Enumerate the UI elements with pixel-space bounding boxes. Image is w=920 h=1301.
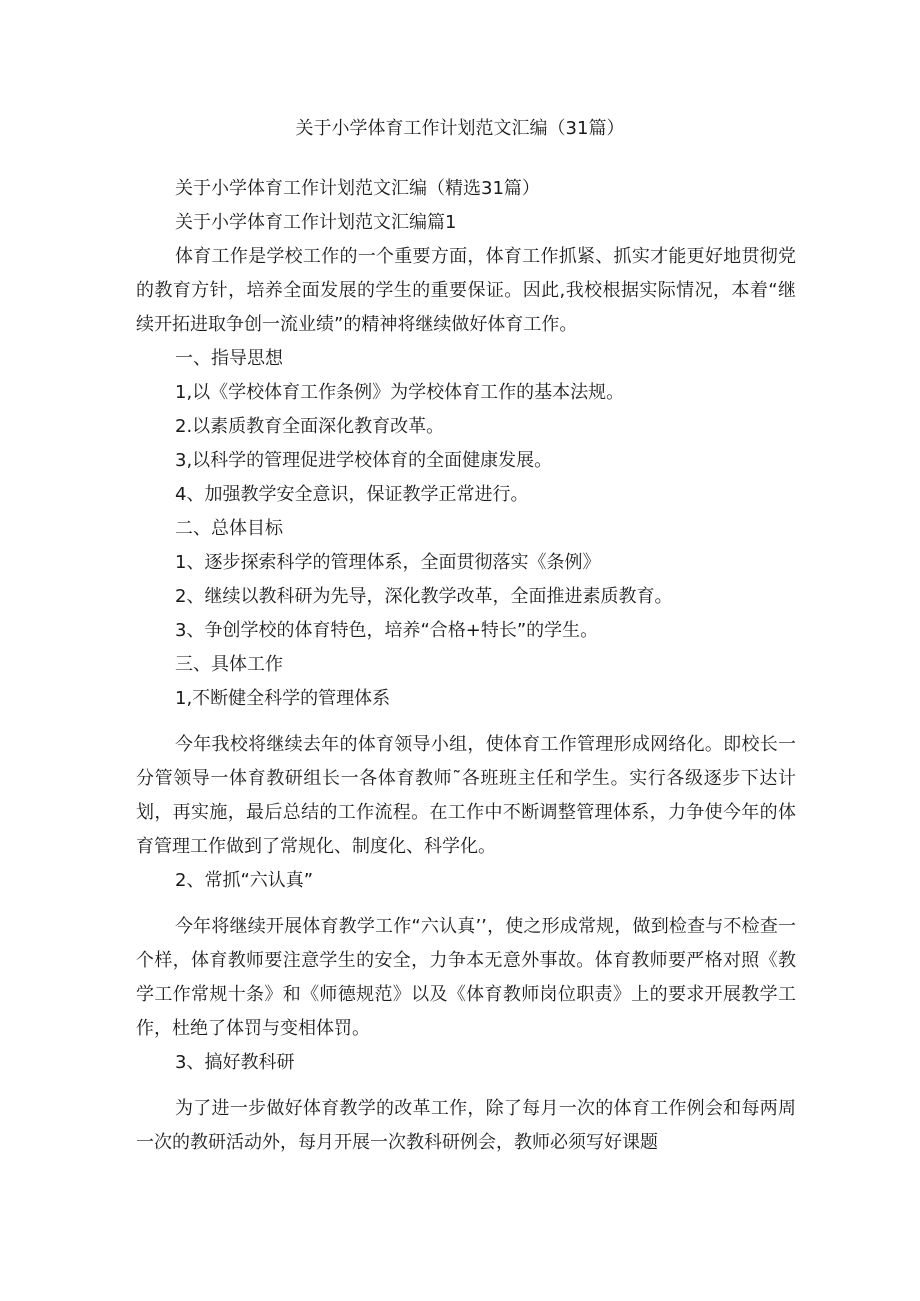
sub3-heading: 3、搞好教科研 xyxy=(175,1052,295,1073)
intro-paragraph: 体育工作是学校工作的一个重要方面，体育工作抓紧、抓实才能更好地贯彻党的教育方针，培养全面发展的学生的重要保证。因此,我校根据实际情况，本着“继续开拓进取争创一流业绩”的精神将继续做好体育工作。 xyxy=(136,246,796,335)
part1-heading: 一、指导思想 xyxy=(175,348,283,369)
document-subtitle: 关于小学体育工作计划范文汇编（精选31篇） xyxy=(175,178,540,199)
list-item: 3,以科学的管理促进学校体育的全面健康发展。 xyxy=(175,450,553,471)
part2-heading: 二、总体目标 xyxy=(175,518,283,539)
document-body xyxy=(136,172,796,1160)
sub2-heading: 2、常抓“六认真” xyxy=(175,870,314,891)
sub3-paragraph: 为了进一步做好体育教学的改革工作，除了每月一次的体育工作例会和每两周一次的教研活动外，每月开展一次教科研例会，教师必须写好课题 xyxy=(136,1098,796,1153)
part3-heading: 三、具体工作 xyxy=(175,654,283,675)
list-item: 2.以素质教育全面深化教育改革。 xyxy=(175,416,445,437)
list-item: 4、加强教学安全意识，保证教学正常进行。 xyxy=(175,484,529,505)
list-item: 1,以《学校体育工作条例》为学校体育工作的基本法规。 xyxy=(175,382,625,403)
list-item: 1、逐步探索科学的管理体系，全面贯彻落实《条例》 xyxy=(175,552,601,573)
section-heading: 关于小学体育工作计划范文汇编篇1 xyxy=(175,212,457,233)
sub1-heading: 1,不断健全科学的管理体系 xyxy=(175,688,391,709)
sub2-paragraph: 今年将继续开展体育教学工作“六认真’’，使之形成常规，做到检查与不检查一个样，体育教师要注意学生的安全，力争本无意外事故。体育教师要严格对照《教学工作常规十条》和《师德规范》以及《体育教师岗位职责》上的要求开展教学工作，杜绝了体罚与变相体罚。 xyxy=(136,916,796,1039)
sub1-paragraph: 今年我校将继续去年的体育领导小组，使体育工作管理形成网络化。即校长一分管领导一体育教研组长一各体育教师˜各班班主任和学生。实行各级逐步下达计划，再实施，最后总结的工作流程。在工作中不断调整管理体系，力争使今年的体育管理工作做到了常规化、制度化、科学化。 xyxy=(136,734,796,857)
document-title: 关于小学体育工作计划范文汇编（31篇） xyxy=(295,118,625,139)
list-item: 2、继续以教科研为先导，深化教学改革，全面推进素质教育。 xyxy=(175,586,673,607)
list-item: 3、争创学校的体育特色，培养“合格+特长”的学生。 xyxy=(175,620,599,641)
